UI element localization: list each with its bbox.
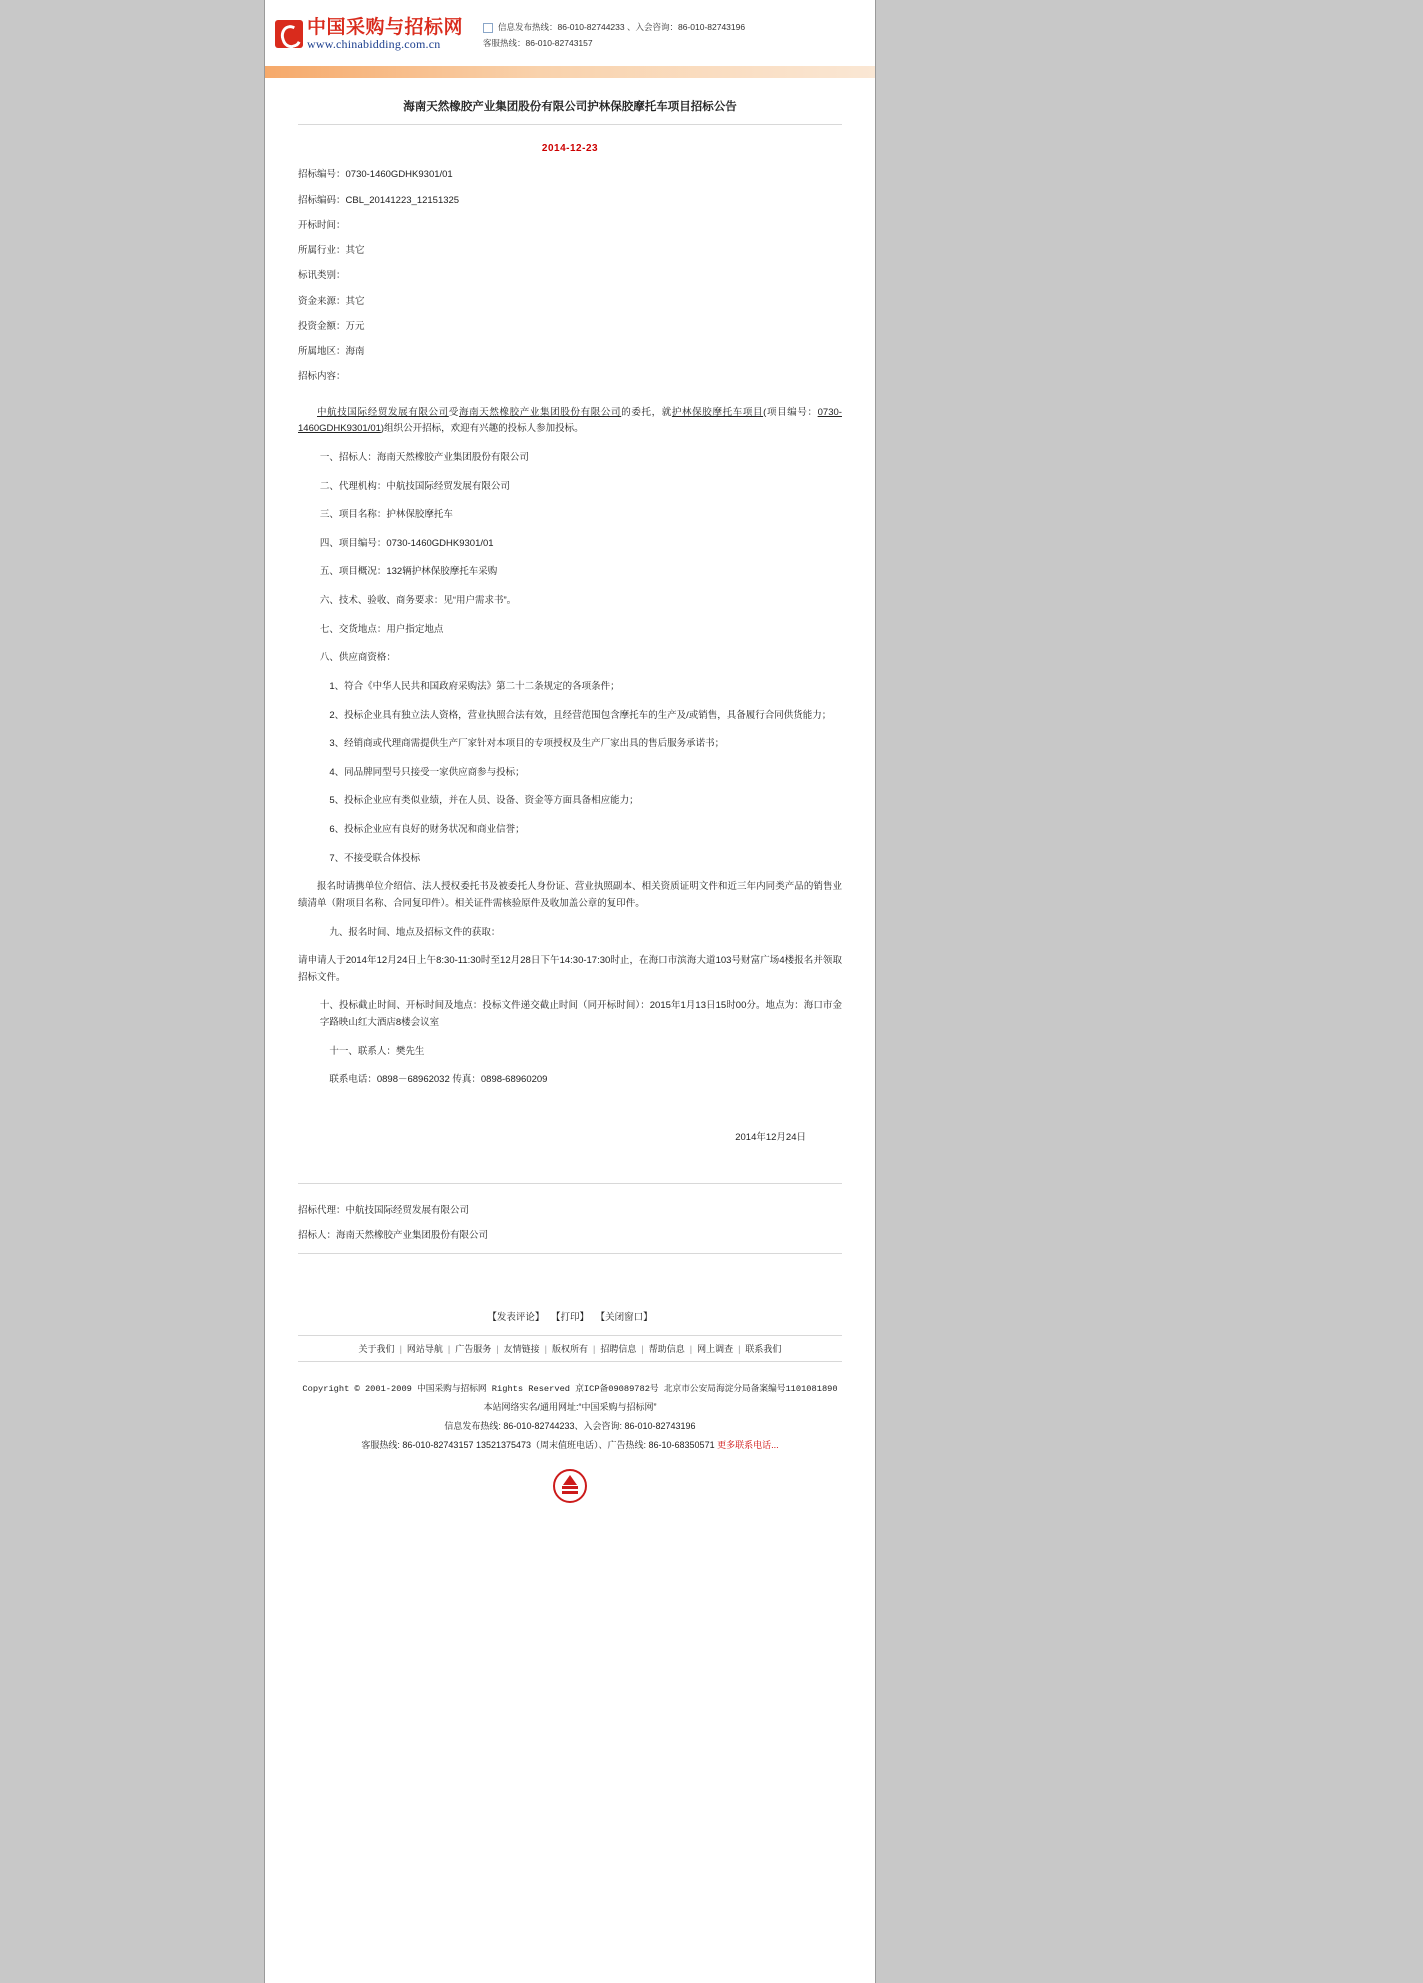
document-sheet [264, 0, 876, 1983]
clause-item: 七、交货地点：用户指定地点 [319, 623, 444, 635]
footer-service [298, 1436, 842, 1455]
clause-item-10: 十、投标截止时间、开标时间及地点：投标文件递交截止时间（同开标时间）：2015年1月13日15时00分。地点为：海口市金字路映山红大酒店8楼会议室 [319, 1000, 842, 1029]
announcement-body [298, 405, 842, 1089]
registration-note: 报名时请携单位介绍信、法人授权委托书及被委托人身份证、营业执照副本、相关资质证明文件和近三年内同类产品的销售业绩清单（附项目名称、合同复印件）。相关证件需核验原件及收加盖公章的复印件。 [298, 881, 842, 909]
nav-item-ads[interactable]: 广告服务 [455, 1343, 492, 1354]
clause-item: 五、项目概况：132辆护林保胶摩托车采购 [319, 566, 498, 578]
qualification-item: 2、投标企业具有独立法人资格，营业执照合法有效，且经营范围包含摩托车的生产及/或销售，具备履行合同供货能力； [329, 709, 832, 721]
site-header [265, 0, 875, 66]
site-footer [298, 1362, 842, 1503]
site-nav [298, 1335, 842, 1362]
action-links [298, 1254, 842, 1335]
meta-item: 所属地区：海南 [298, 346, 365, 358]
lead-project-no: 0730-1460GDHK9301/01 [298, 406, 842, 435]
print-button[interactable]: 【打印】 [550, 1311, 589, 1323]
lead-owner: 海南天然橡胶产业集团股份有限公司 [458, 406, 622, 418]
meta-item: 招标编码：CBL_20141223_12151325 [298, 194, 460, 206]
meta-list [298, 168, 842, 384]
meta-item: 招标编号：0730-1460GDHK9301/01 [298, 169, 453, 181]
clause-item: 六、技术、验收、商务要求：见“用户需求书”。 [319, 595, 517, 607]
nav-item-about[interactable]: 关于我们 [358, 1343, 395, 1354]
logo-title-en: www.chinabidding.com.cn [307, 36, 441, 51]
header-gradient-bar [265, 66, 875, 78]
clause-item-9-body: 请申请人于2014年12月24日上午8:30-11:30时至12月28日下午14:30-17:30时止，在海口市滨海大道103号财富广场4楼报名并领取招标文件。 [298, 955, 842, 983]
document-content [265, 78, 875, 1563]
nav-sep: | [544, 1343, 547, 1354]
qualification-item: 7、不接受联合体投标 [329, 852, 421, 864]
clause-item: 一、招标人：海南天然橡胶产业集团股份有限公司 [319, 451, 529, 463]
checkbox-icon [483, 23, 493, 33]
footer-copyright: Copyright © 2001-2009 中国采购与招标网 Rights Reserved 京ICP备09089782号 北京市公安局海淀分局备案编号1101081890 [302, 1383, 838, 1394]
clause-item: 三、项目名称：护林保胶摩托车 [319, 509, 453, 521]
lead-paragraph [298, 405, 842, 438]
nav-item-survey[interactable]: 网上调查 [697, 1343, 734, 1354]
lead-agency: 中航技国际经贸发展有限公司 [317, 406, 449, 418]
site-logo[interactable] [275, 18, 463, 51]
meta-item: 开标时间： [298, 219, 346, 231]
meta-item: 招标内容： [298, 371, 346, 383]
meta-item: 资金来源：其它 [298, 295, 365, 307]
lead-project: 护林保胶摩托车项目 [671, 406, 764, 418]
header-contact [483, 20, 745, 51]
page-title: 海南天然橡胶产业集团股份有限公司护林保胶摩托车项目招标公告 [298, 78, 842, 125]
nav-sep: | [593, 1343, 596, 1354]
footer-realname: 本站网络实名/通用网址:“中国采购与招标网” [483, 1402, 657, 1413]
lead-t3: (项目编号： [763, 406, 818, 418]
logo-title-cn: 中国采购与招标网 [307, 17, 464, 38]
qualification-item: 6、投标企业应有良好的财务状况和商业信誉； [329, 824, 525, 836]
header-contact-line2: 客服热线：86-010-82743157 [483, 37, 593, 48]
qualification-item: 3、经销商或代理商需提供生产厂家针对本项目的专项授权及生产厂家出具的售后服务承诺书； [329, 738, 725, 750]
footer-agent: 招标代理：中航技国际经贸发展有限公司 [298, 1204, 470, 1216]
qualification-item: 5、投标企业应有类似业绩，并在人员、设备、资金等方面具备相应能力； [329, 795, 639, 807]
clause-item-9: 九、报名时间、地点及招标文件的获取： [329, 926, 501, 938]
lead-t1: 受 [448, 406, 459, 418]
publish-date: 2014-12-23 [541, 143, 599, 155]
nav-sep: | [447, 1343, 451, 1354]
comment-button[interactable]: 【发表评论】 [487, 1311, 545, 1323]
official-seal-icon [553, 1469, 587, 1503]
meta-item: 投资金额：万元 [298, 320, 365, 332]
clause-item: 八、供应商资格： [319, 652, 396, 664]
logo-text [307, 18, 463, 51]
nav-sep: | [689, 1343, 693, 1354]
lead-t4: )组织公开招标，欢迎有兴趣的投标人参加投标。 [380, 423, 584, 435]
signature-date: 2014年12月24日 [735, 1131, 806, 1143]
clause-item-11: 十一、联系人：樊先生 [329, 1045, 425, 1057]
nav-item-sitemap[interactable]: 网站导航 [406, 1343, 443, 1354]
clause-item: 四、项目编号：0730-1460GDHK9301/01 [319, 537, 494, 549]
clause-item: 二、代理机构：中航技国际经贸发展有限公司 [319, 480, 510, 492]
more-contacts-link[interactable]: 更多联系电话... [717, 1439, 779, 1450]
header-contact-text1: 信息发布热线：86-010-82744233 、入会咨询：86-010-82743196 [498, 22, 746, 32]
nav-sep: | [399, 1343, 402, 1354]
nav-item-help[interactable]: 帮助信息 [648, 1343, 685, 1354]
bottom-spacer [298, 1503, 842, 1563]
logo-icon [275, 20, 303, 48]
nav-item-jobs[interactable]: 招聘信息 [600, 1343, 637, 1354]
qualification-item: 1、符合《中华人民共和国政府采购法》第二十二条规定的各项条件； [329, 680, 620, 692]
header-contact-line1 [483, 20, 745, 36]
meta-item: 所属行业：其它 [298, 245, 365, 257]
qualification-item: 4、同品牌同型号只接受一家供应商参与投标； [329, 766, 525, 778]
document-footer-meta [298, 1183, 842, 1241]
nav-item-contact[interactable]: 联系我们 [745, 1343, 782, 1354]
close-window-button[interactable]: 【关闭窗口】 [595, 1311, 653, 1323]
nav-sep: | [496, 1343, 499, 1354]
nav-item-copyright[interactable]: 版权所有 [551, 1343, 588, 1354]
nav-sep: | [641, 1343, 644, 1354]
nav-item-links[interactable]: 友情链接 [503, 1343, 540, 1354]
meta-item: 标讯类别： [298, 270, 346, 282]
footer-hotline: 信息发布热线: 86-010-82744233、入会咨询: 86-010-82743196 [444, 1421, 696, 1432]
footer-owner: 招标人：海南天然橡胶产业集团股份有限公司 [298, 1229, 489, 1241]
nav-sep: | [738, 1343, 741, 1354]
clause-item-12: 联系电话：0898－68962032 传真：0898-68960209 [329, 1074, 548, 1086]
footer-service-text: 客服热线: 86-010-82743157 13521375473（周末值班电话）、广告热线: 86-10-68350571 [361, 1439, 715, 1450]
lead-t2: 的委托，就 [621, 406, 672, 418]
